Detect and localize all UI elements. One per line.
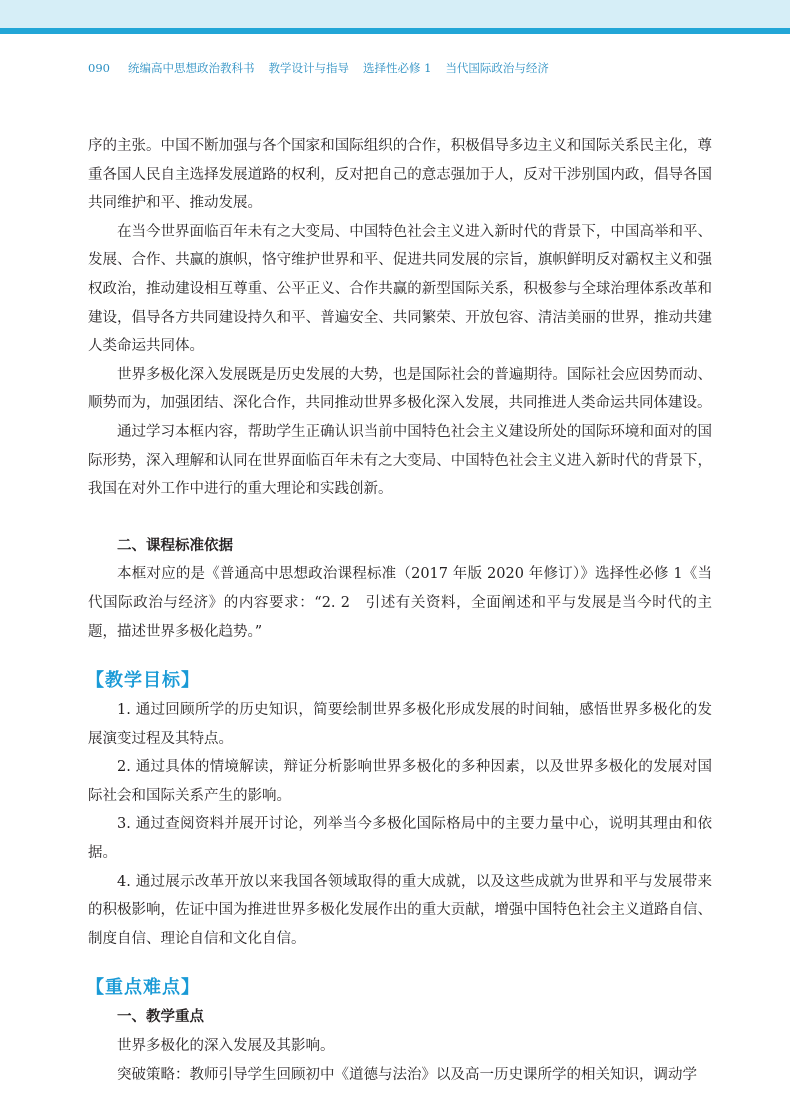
volume-label: 选择性必修 1 bbox=[362, 61, 432, 75]
subject-label: 当代国际政治与经济 bbox=[445, 61, 549, 75]
guide-title: 教学设计与指导 bbox=[268, 61, 349, 75]
objectives-title: 【教学目标】 bbox=[86, 670, 200, 692]
body-paragraph: 世界多极化深入发展既是历史发展的大势，也是国际社会的普遍期待。国际社会应因势而动、顺势而为，加强团结、深化合作，共同推动世界多极化深入发展，共同推进人类命运共同体建设。 bbox=[88, 366, 712, 412]
objective-item: 2. 通过具体的情境解读，辩证分析影响世界多极化的多种因素，以及世界多极化的发展对国际社会和国际关系产生的影响。 bbox=[88, 759, 712, 804]
objective-item: 3. 通过查阅资料并展开讨论，列举当今多极化国际格局中的主要力量中心，说明其理由和依据。 bbox=[88, 816, 712, 862]
book-title: 统编高中思想政治教科书 bbox=[127, 61, 255, 75]
key-point-text: 世界多极化的深入发展及其影响。 bbox=[117, 1038, 335, 1055]
key-points-title: 【重点难点】 bbox=[86, 977, 200, 999]
top-rule bbox=[0, 28, 790, 34]
body-paragraph: 序的主张。中国不断加强与各个国家和国际组织的合作，积极倡导多边主义和国际关系民主化，尊重各国人民自主选择发展道路的权利，反对把自己的意志强加于人，反对干涉别国内政，倡导各国共同维护和平、推动发展。 bbox=[88, 138, 712, 212]
page-body bbox=[88, 132, 712, 1089]
key-points-subheading: 一、教学重点 bbox=[117, 1008, 204, 1026]
objective-item: 4. 通过展示改革开放以来我国各领域取得的重大成就，以及这些成就为世界和平与发展带来的积极影响，佐证中国为推进世界多极化发展作出的重大贡献，增强中国特色社会主义道路自信、制度自信、理论自信和文化自信。 bbox=[88, 873, 712, 947]
key-point-strategy: 突破策略：教师引导学生回顾初中《道德与法治》以及高一历史课所学的相关知识，调动学 bbox=[117, 1066, 697, 1083]
page-number: 090 bbox=[88, 61, 110, 75]
body-paragraph: 通过学习本框内容，帮助学生正确认识当前中国特色社会主义建设所处的国际环境和面对的国际形势，深入理解和认同在世界面临百年未有之大变局、中国特色社会主义进入新时代的背景下，我国在对外工作中进行的重大理论和实践创新。 bbox=[88, 423, 712, 498]
body-paragraph: 在当今世界面临百年未有之大变局、中国特色社会主义进入新时代的背景下，中国高举和平、发展、合作、共赢的旗帜，恪守维护世界和平、促进共同发展的宗旨，旗帜鲜明反对霸权主义和强权政治，推动建设相互尊重、公平正义、合作共赢的新型国际关系，积极参与全球治理体系改革和建设，倡导各方共同建设持久和平、普遍安全、共同繁荣、开放包容、清洁美丽的世界，推动共建人类命运共同体。 bbox=[88, 223, 712, 355]
curriculum-text: 本框对应的是《普通高中思想政治课程标准（2017 年版 2020 年修订）》选择性必修 1《当代国际政治与经济》的内容要求：“2. 2 引述有关资料，全面阐述和平与发展是当今时代的主题，描述世界多极化趋势。” bbox=[88, 566, 712, 640]
objective-item: 1. 通过回顾所学的历史知识，简要绘制世界多极化形成发展的时间轴，感悟世界多极化的发展演变过程及其特点。 bbox=[88, 702, 712, 747]
curriculum-heading: 二、课程标准依据 bbox=[117, 536, 233, 554]
running-header bbox=[88, 60, 549, 76]
top-color-band bbox=[0, 0, 790, 28]
